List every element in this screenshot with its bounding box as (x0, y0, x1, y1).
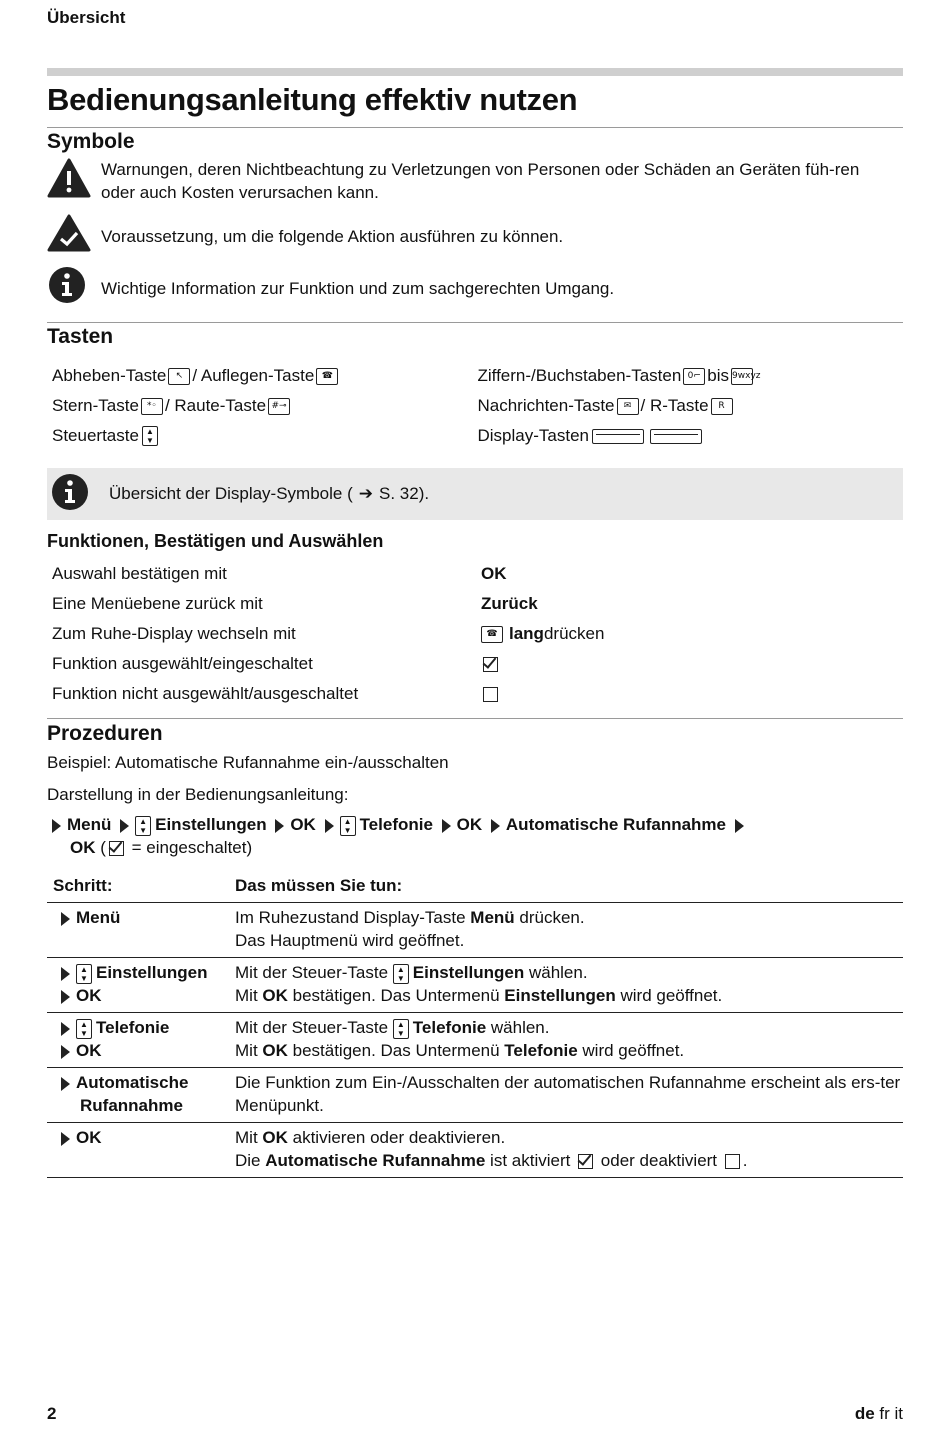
page-title: Bedienungsanleitung effektiv nutzen (47, 82, 578, 117)
symbol-prerequisite-row (47, 214, 903, 258)
digit-9-key-icon: 9wxyz (731, 368, 753, 385)
key-desc-stern-raute: Stern-Taste *◦ / Raute-Taste #⊸ (52, 396, 478, 416)
function-row: Auswahl bestätigen mit OK (52, 564, 507, 583)
step-arrow-icon (120, 819, 129, 833)
table-row: ▲ ▼ Einstellungen OK Mit der Steuer-Taste ▲ ▼ Einstellungen wählen. Mit OK bestätigen. Das Untermenü Einstellungen wird geöffnet. (47, 958, 903, 1013)
step-arrow-icon (52, 819, 61, 833)
key-desc-display: Display-Tasten (478, 426, 904, 446)
divider (47, 718, 903, 719)
symbol-warning-row (47, 158, 903, 204)
symbols-heading: Symbole (47, 130, 135, 153)
key-desc-nachrichten-r: Nachrichten-Taste ✉ / R-Taste R (478, 396, 904, 416)
page-number: 2 (47, 1404, 57, 1423)
function-row: Zum Ruhe-Display wechseln mit ☎ lang drücken (52, 624, 605, 643)
info-icon (47, 472, 109, 517)
onhook-key-icon: ☎ (481, 626, 503, 643)
r-key-icon: R (711, 398, 733, 415)
key-desc-steuer: Steuertaste ▲ ▼ (52, 426, 478, 446)
step-arrow-icon (61, 990, 70, 1004)
symbol-info-row (47, 266, 903, 312)
control-key-icon: ▲ ▼ (76, 964, 92, 984)
prerequisite-check-icon (47, 214, 101, 258)
functions-grid (52, 559, 903, 709)
function-row: Funktion ausgewählt/eingeschaltet (52, 649, 903, 679)
function-row: Eine Menüebene zurück mit Zurück (52, 594, 538, 613)
key-desc-ziffern: Ziffern-/Buchstaben-Tasten 0⌐ bis 9wxyz (477, 366, 761, 385)
table-header: Das müssen Sie tun: (229, 872, 903, 903)
function-row: Funktion nicht ausgewählt/ausgeschaltet (52, 679, 903, 709)
checkbox-checked-icon (578, 1154, 593, 1169)
example-text: Beispiel: Automatische Rufannahme ein-/ausschalten (47, 753, 449, 772)
control-key-icon: ▲ ▼ (76, 1019, 92, 1039)
language-indicator: de fr it (854, 1404, 903, 1423)
menu-path: Menü ▲ ▼ Einstellungen OK ▲ ▼ Telefonie OK Automatische Rufannahme OK ( = eingeschaltet) (50, 813, 890, 859)
top-rule (47, 68, 903, 76)
procedures-heading: Prozeduren (47, 722, 163, 745)
symbol-text: Voraussetzung, um die folgende Aktion ausführen zu können. (101, 227, 564, 246)
divider (47, 322, 903, 323)
step-arrow-icon (61, 967, 70, 981)
symbol-text: Wichtige Information zur Funktion und zum sachgerechten Umgang. (101, 279, 615, 298)
divider (47, 127, 903, 128)
control-key-icon: ▲ ▼ (393, 964, 409, 984)
digit-0-key-icon: 0⌐ (683, 368, 705, 385)
control-key-icon: ▲ ▼ (135, 816, 151, 836)
checkbox-checked-icon (109, 841, 124, 856)
procedure-table (47, 872, 903, 1178)
hash-key-icon: #⊸ (268, 398, 290, 415)
table-header: Schritt: (47, 872, 229, 903)
info-note-page-ref[interactable]: S. 32). (379, 484, 430, 503)
checkbox-unchecked-icon (725, 1154, 740, 1169)
display-key-right-icon (650, 429, 702, 444)
step-arrow-icon (325, 819, 334, 833)
table-row: OK Mit OK aktivieren oder deaktivieren. Die Automatische Rufannahme ist aktiviert oder deaktiviert . (47, 1123, 903, 1178)
table-row: ▲ ▼ Telefonie OK Mit der Steuer-Taste ▲ ▼ Telefonie wählen. Mit OK bestätigen. Das Untermenü Telefonie wird geöffnet. (47, 1013, 903, 1068)
step-arrow-icon (442, 819, 451, 833)
info-icon (47, 266, 101, 312)
checkbox-unchecked-icon (483, 687, 498, 702)
step-arrow-icon (735, 819, 744, 833)
display-key-left-icon (592, 429, 644, 444)
warning-icon (47, 158, 101, 204)
key-desc-abheben-auflegen: Abheben-Taste ↖ / Auflegen-Taste ☎ (52, 366, 478, 386)
arrow-right-icon: ➔ (358, 484, 373, 503)
star-key-icon: *◦ (141, 398, 163, 415)
step-arrow-icon (61, 912, 70, 926)
control-key-icon: ▲ ▼ (393, 1019, 409, 1039)
display-label: Darstellung in der Bedienungsanleitung: (47, 785, 349, 804)
offhook-key-icon: ↖ (168, 368, 190, 385)
step-arrow-icon (61, 1132, 70, 1146)
info-note-text: Übersicht der Display-Symbole ( (109, 484, 353, 503)
section-label: Übersicht (47, 8, 126, 27)
symbol-text: Warnungen, deren Nichtbeachtung zu Verletzungen von Personen oder Schäden an Geräten füh-ren oder auch Kosten verursachen kann. (101, 160, 860, 202)
info-note-box (47, 468, 903, 520)
control-key-icon: ▲ ▼ (142, 426, 158, 446)
onhook-key-icon: ☎ (316, 368, 338, 385)
functions-heading: Funktionen, Bestätigen und Auswählen (47, 531, 384, 551)
keys-heading: Tasten (47, 325, 114, 348)
keys-grid (52, 361, 903, 451)
table-row: Menü Im Ruhezustand Display-Taste Menü drücken. Das Hauptmenü wird geöffnet. (47, 903, 903, 958)
control-key-icon: ▲ ▼ (340, 816, 356, 836)
checkbox-checked-icon (483, 657, 498, 672)
step-arrow-icon (491, 819, 500, 833)
table-row: Automatische Rufannahme Die Funktion zum Ein-/Ausschalten der automatischen Rufannahme erscheint als ers-ter Menüpunkt. (47, 1068, 903, 1123)
step-arrow-icon (61, 1077, 70, 1091)
step-arrow-icon (61, 1045, 70, 1059)
step-arrow-icon (275, 819, 284, 833)
message-key-icon: ✉ (617, 398, 639, 415)
step-arrow-icon (61, 1022, 70, 1036)
